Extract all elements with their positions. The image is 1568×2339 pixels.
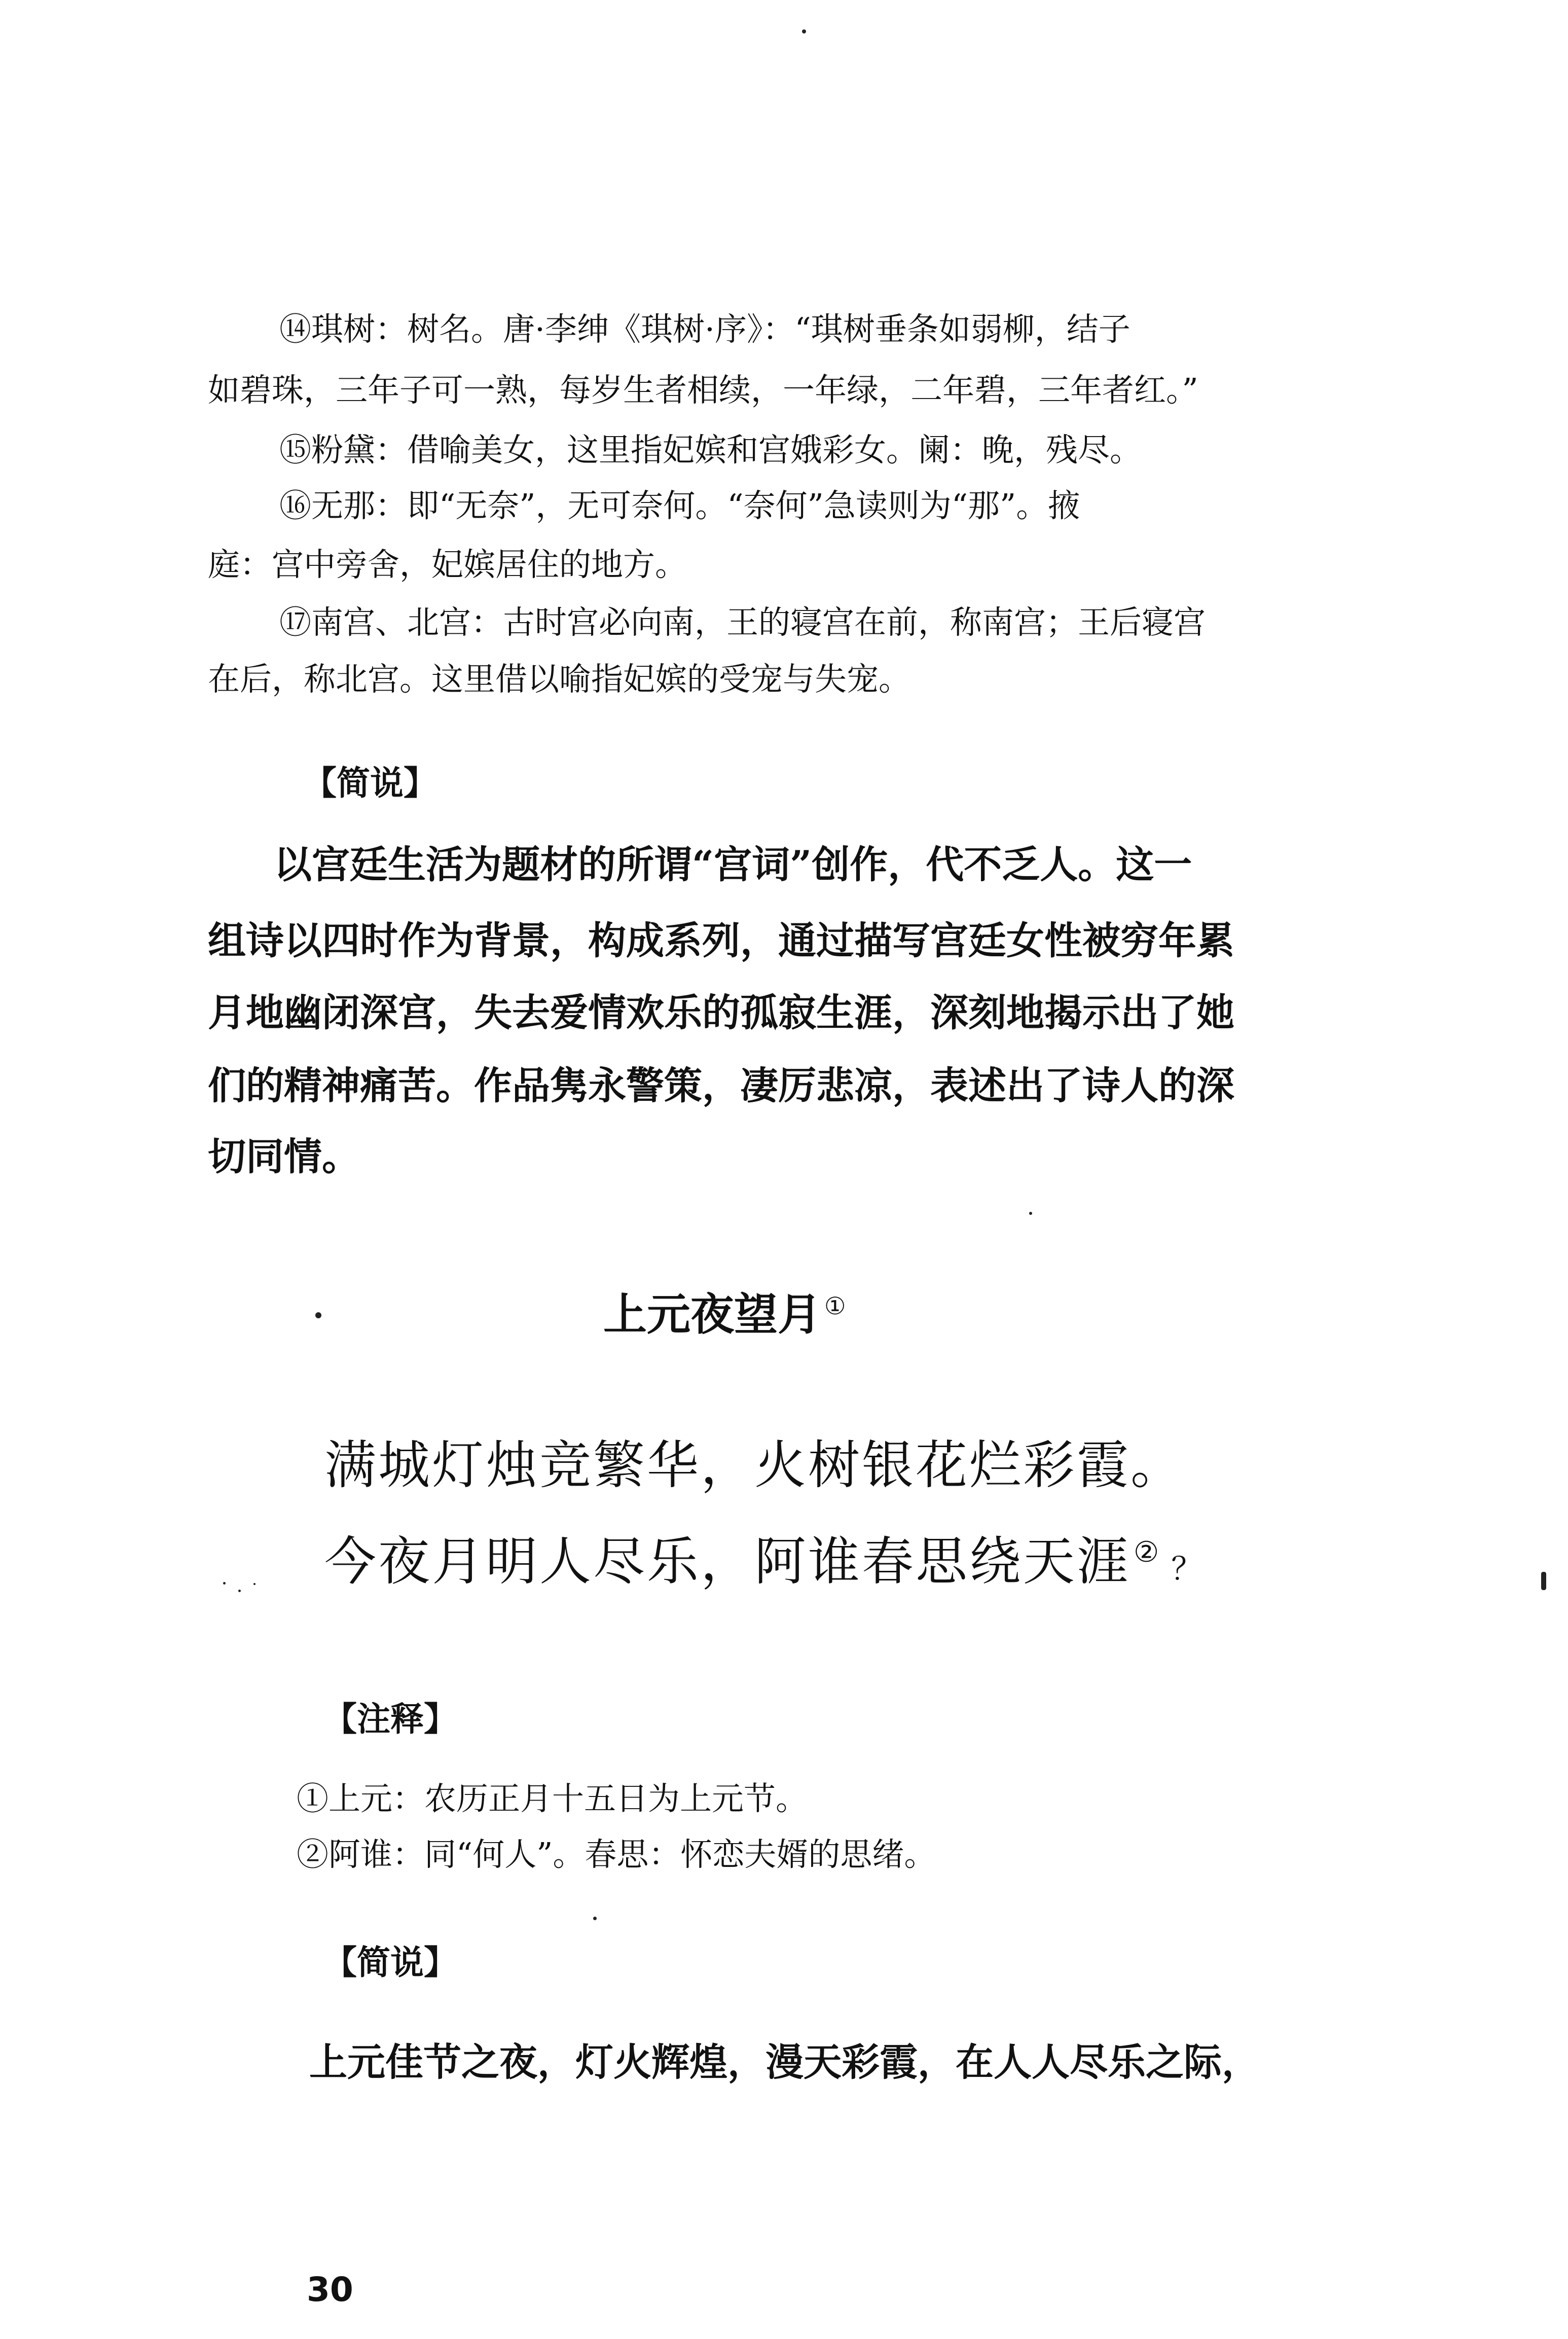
annotation-item: ②阿谁：同“何人”。春思：怀恋夫婿的思绪。 — [297, 1836, 936, 1873]
scan-speck — [802, 29, 806, 33]
note-line: ⑰南宫、北宫：古时宫必向南，王的寝宫在前，称南宫；王后寝宫 — [279, 604, 1206, 641]
scan-speck — [1029, 1212, 1032, 1215]
paragraph-line: 们的精神痛苦。作品隽永警策，凄厉悲凉，表述出了诗人的深 — [208, 1063, 1235, 1108]
scan-speck — [253, 1583, 256, 1585]
scan-speck — [238, 1590, 241, 1592]
footnote-marker: ① — [824, 1292, 846, 1321]
section-heading: 【简说】 — [323, 1943, 457, 1982]
section-heading: 【简说】 — [303, 764, 437, 803]
paragraph-line: 组诗以四时作为背景，构成系列，通过描写宫廷女性被穷年累 — [208, 918, 1235, 963]
annotations-heading: 【注释】 — [323, 1700, 457, 1739]
paragraph-line: 以宫廷生活为题材的所谓“宫词”创作，代不乏人。这一 — [274, 842, 1192, 887]
paragraph-line: 月地幽闭深宫，失去爱情欢乐的孤寂生涯，深刻地揭示出了她 — [208, 990, 1235, 1035]
note-line: 在后，称北宫。这里借以喻指妃嫔的受宠与失宠。 — [208, 661, 910, 698]
note-line: ⑮粉黛：借喻美女，这里指妃嫔和宫娥彩女。阑：晚，残尽。 — [279, 431, 1142, 469]
note-line: 如碧珠，三年子可一熟，每岁生者相续，一年绿，二年碧，三年者红。” — [208, 372, 1198, 409]
paragraph-line: 切同情。 — [208, 1134, 360, 1179]
scan-speck — [593, 1917, 597, 1920]
annotation-item: ①上元：农历正月十五日为上元节。 — [297, 1780, 808, 1817]
poem-line: 今夜月明人尽乐，阿谁春思绕天涯 ② ？ — [324, 1532, 1205, 1592]
note-line: 庭：宫中旁舍，妃嫔居住的地方。 — [208, 546, 687, 583]
scan-speck — [315, 1312, 321, 1318]
note-line: ⑯无那：即“无奈”，无可奈何。“奈何”急读则为“那”。掖 — [279, 487, 1080, 524]
poem-line: 满城灯烛竞繁华，火树银花烂彩霞。 — [324, 1435, 1184, 1496]
poem-title: 上元夜望月 ① — [603, 1289, 846, 1340]
scan-speck — [1541, 1572, 1546, 1590]
page-number: 30 — [307, 2270, 353, 2309]
paragraph-line: 上元佳节之夜，灯火辉煌，漫天彩霞，在人人尽乐之际， — [309, 2040, 1260, 2084]
scan-speck — [223, 1582, 226, 1585]
footnote-marker: ② — [1134, 1536, 1161, 1569]
note-line: ⑭琪树：树名。唐·李绅《琪树·序》：“琪树垂条如弱柳，结子 — [279, 311, 1131, 348]
